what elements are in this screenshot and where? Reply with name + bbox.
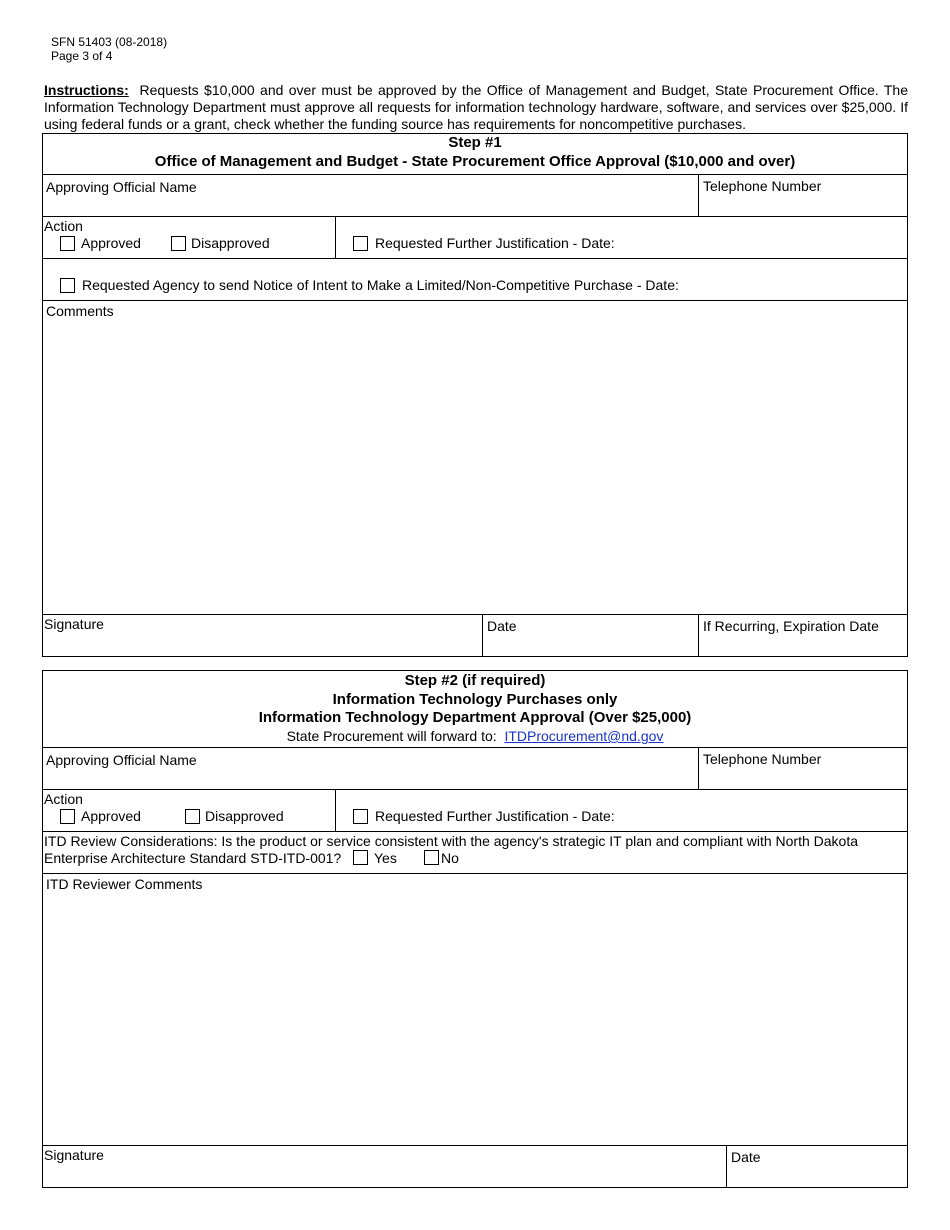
- step1-further-justification-checkbox[interactable]: [353, 236, 368, 251]
- step2-signature-field[interactable]: [44, 1165, 724, 1185]
- itd-review-yes-label: Yes: [374, 850, 397, 866]
- itd-reviewer-comments-field[interactable]: [44, 895, 906, 1143]
- step1-heading: [42, 134, 908, 171]
- step1-expiration-field[interactable]: [702, 636, 904, 654]
- step2-further-justification-checkbox[interactable]: [353, 809, 368, 824]
- itd-procurement-email-link[interactable]: ITDProcurement@nd.gov: [504, 728, 664, 744]
- step1-action-label: Action: [44, 218, 83, 234]
- step2-date-field[interactable]: [730, 1167, 904, 1185]
- step1-date-field[interactable]: [486, 636, 694, 654]
- step2-disapproved-label: Disapproved: [205, 808, 284, 824]
- step1-telephone-field[interactable]: [702, 196, 904, 214]
- itd-reviewer-comments-label: ITD Reviewer Comments: [46, 876, 203, 892]
- step1-signature-field[interactable]: [44, 634, 480, 654]
- step2-forward: [42, 728, 908, 744]
- step1-title: Step #1: [448, 134, 502, 151]
- step2-approved-checkbox[interactable]: [60, 809, 75, 824]
- step1-further-justification-label: Requested Further Justification - Date:: [375, 235, 615, 251]
- itd-review-no-label: No: [441, 850, 459, 866]
- step2-telephone-label: Telephone Number: [703, 751, 822, 767]
- step1-notice-of-intent-label: Requested Agency to send Notice of Intent to Make a Limited/Non-Competitive Purchase - Date:: [82, 277, 679, 293]
- step1-comments-field[interactable]: [44, 322, 906, 612]
- step1-approving-official-label: Approving Official Name: [46, 179, 197, 195]
- step1-disapproved-label: Disapproved: [191, 235, 270, 251]
- step1-telephone-label: Telephone Number: [703, 178, 822, 194]
- instructions: [44, 82, 908, 133]
- step1-notice-of-intent-checkbox[interactable]: [60, 278, 75, 293]
- itd-review-text: ITD Review Considerations: Is the product or service consistent with the agency's strategic IT plan and compliant with North Dakota Enterprise Architecture Standard STD-ITD-001?: [44, 833, 859, 866]
- form-number: SFN 51403 (08-2018): [51, 35, 168, 49]
- step2-approving-official-label: Approving Official Name: [46, 752, 197, 768]
- step2-signature-label: Signature: [44, 1147, 104, 1163]
- step1-disapproved-checkbox[interactable]: [171, 236, 186, 251]
- itd-review-no-checkbox[interactable]: [424, 850, 439, 865]
- step2-action-label: Action: [44, 791, 83, 807]
- step2-date-label: Date: [731, 1149, 761, 1165]
- instructions-lead: Instructions:: [44, 82, 129, 98]
- step1-signature-label: Signature: [44, 616, 104, 632]
- step1-comments-label: Comments: [46, 303, 114, 319]
- form-header: [51, 35, 167, 63]
- itd-review-yes-checkbox[interactable]: [353, 850, 368, 865]
- step2-telephone-field[interactable]: [702, 769, 904, 787]
- step1-date-label: Date: [487, 618, 517, 634]
- step2-disapproved-checkbox[interactable]: [185, 809, 200, 824]
- page-number: Page 3 of 4: [51, 49, 113, 63]
- step1-approved-label: Approved: [81, 235, 141, 251]
- step2-line3: Information Technology Department Approval (Over $25,000): [258, 709, 692, 726]
- step1-approved-checkbox[interactable]: [60, 236, 75, 251]
- step2-line2: Information Technology Purchases only: [332, 690, 618, 708]
- step2-forward-text: State Procurement will forward to:: [286, 728, 497, 744]
- itd-review-considerations: [44, 833, 906, 866]
- step1-subtitle: Office of Management and Budget - State Procurement Office Approval ($10,000 and over): [154, 152, 796, 170]
- instructions-text: Requests $10,000 and over must be approved by the Office of Management and Budget, State Procurement Office. The Information Technology Department must approve all requests for information technology hardware, software, and services over $25,000. If using federal funds or a grant, check whether the funding source has requirements for noncompetitive purchases.: [44, 82, 908, 132]
- step2-approving-official-field[interactable]: [44, 769, 694, 787]
- step2-approved-label: Approved: [81, 808, 141, 824]
- step2-further-justification-label: Requested Further Justification - Date:: [375, 808, 615, 824]
- step2-heading: [42, 672, 908, 728]
- step2-title: Step #2 (if required): [404, 672, 546, 689]
- step1-expiration-label: If Recurring, Expiration Date: [703, 618, 879, 634]
- step1-approving-official-field[interactable]: [44, 196, 694, 214]
